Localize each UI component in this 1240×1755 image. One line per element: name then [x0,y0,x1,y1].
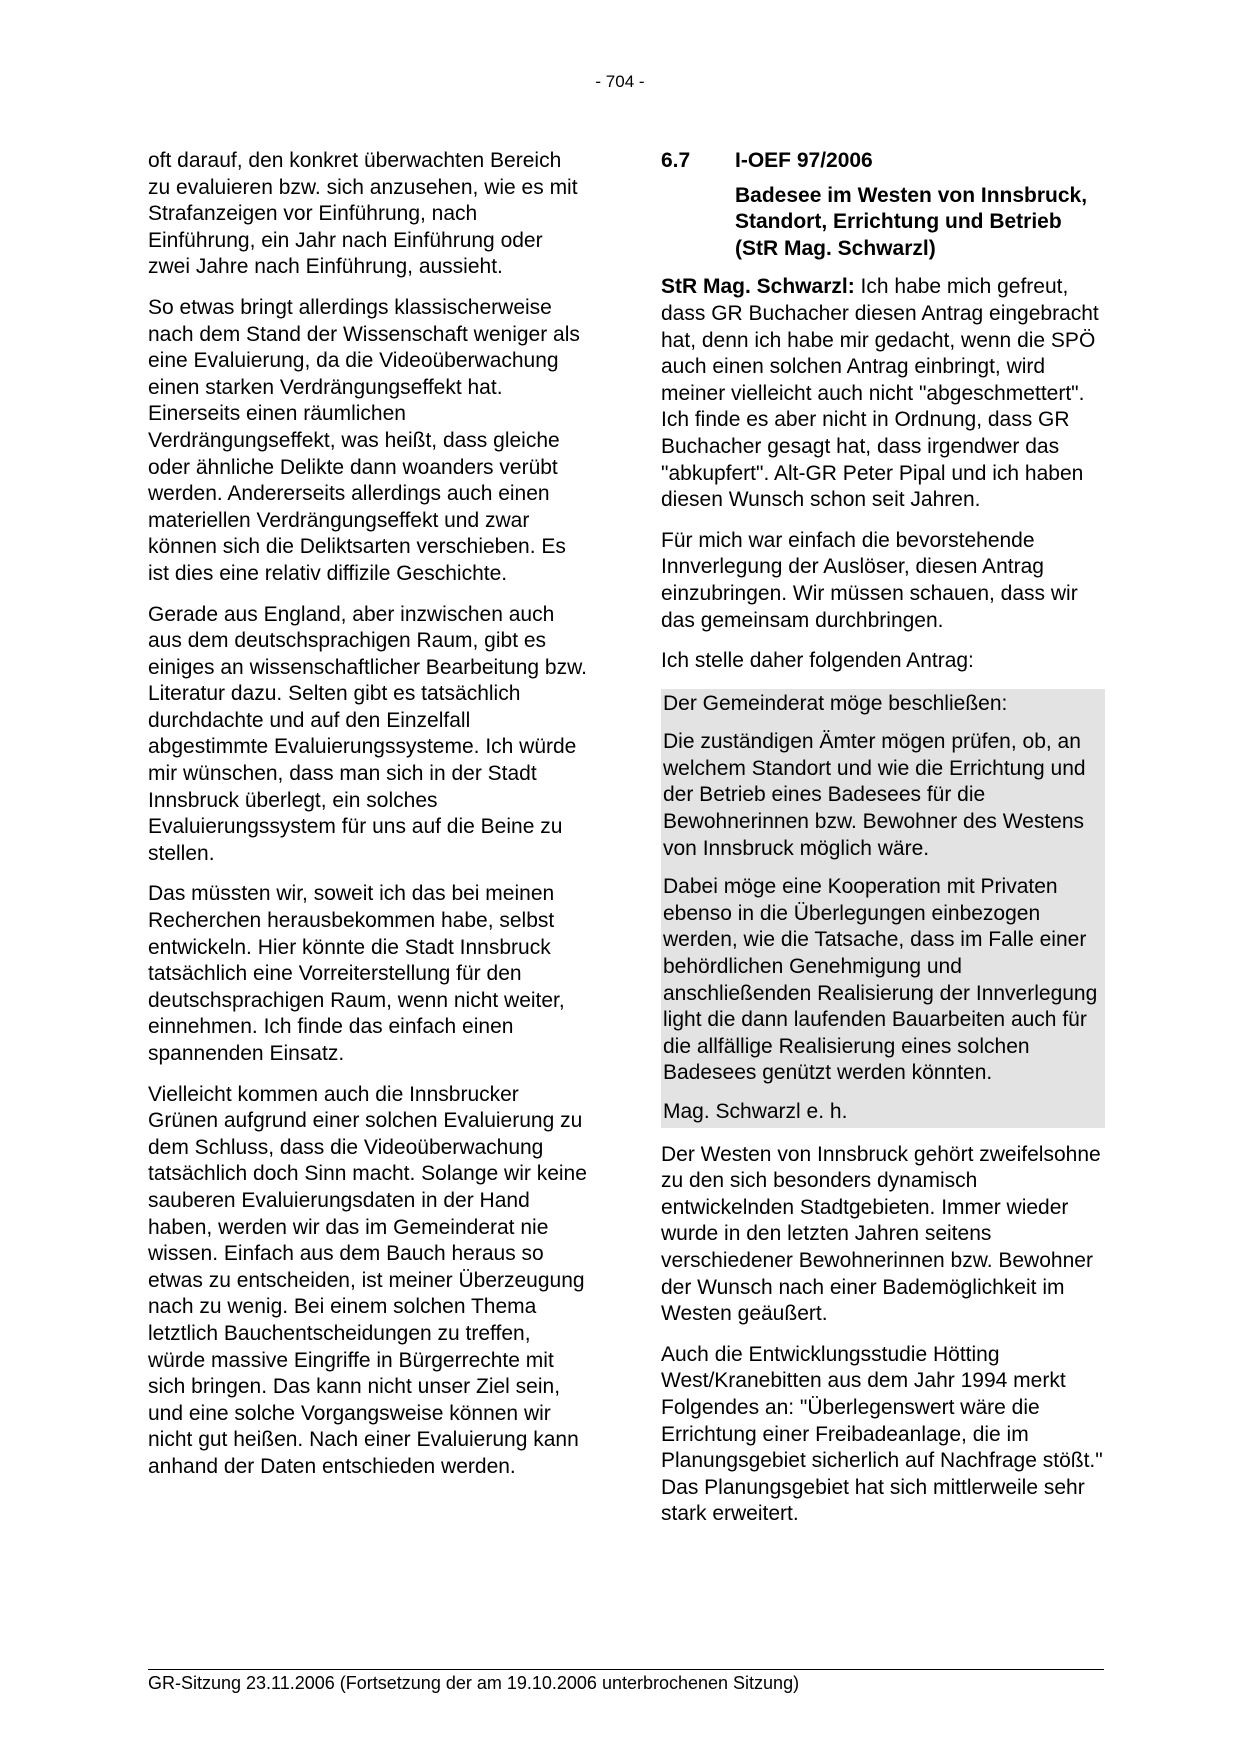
paragraph: Auch die Entwicklungsstudie Hötting West/Kranebitten aus dem Jahr 1994 merkt Folgendes an: "Überlegenswert wäre die Errichtung einer Freibadeanlage, die im Planungsgebiet sicherlich auf Nachfrage stößt." Das Planungsgebiet hat sich mittlerweile sehr stark erweitert. [661,1342,1103,1526]
left-column [148,148,588,1495]
paragraph: Gerade aus England, aber inzwischen auch aus dem deutschsprachigen Raum, gibt es einiges an wissenschaftlicher Bearbeitung bzw. Literatur dazu. Selten gibt es tatsächlich durchdachte und auf den Einzelfall abgestimmte Evaluierungssysteme. Ich würde mir wünschen, dass man sich in der Stadt Innsbruck überlegt, ein solches Evaluierungssystem für uns auf die Beine zu stellen. [148,602,587,865]
paragraph: Ich stelle daher folgenden Antrag: [661,649,974,673]
speech-text: Ich habe mich gefreut, dass GR Buchacher diesen Antrag eingebracht hat, denn ich habe mir gedacht, wenn die SPÖ auch einen solchen Antrag einbringt, wird meiner vielleicht auch nicht "abgeschmettert". Ich finde es aber nicht in Ordnung, dass GR Buchacher gesagt hat, dass irgendwer das "abkupfert". Alt-GR Peter Pipal und ich haben diesen Wunsch schon seit Jahren. [661,275,1099,512]
motion-line: Dabei möge eine Kooperation mit Privaten ebenso in die Überlegungen einbezogen werden, wie die Tatsache, dass im Falle einer behördlichen Genehmigung und anschließenden Realisierung der Innverlegung light die dann laufenden Bauarbeiten auch für die allfällige Realisierung eines solchen Badesees genützt werden könnten. [663,875,1098,1085]
right-column [661,148,1105,1542]
paragraph: So etwas bringt allerdings klassischerweise nach dem Stand der Wissenschaft weniger als eine Evaluierung, da die Videoüberwachung einen starken Verdrängungseffekt hat. Einerseits einen räumlichen Verdrängungseffekt, was heißt, dass gleiche oder ähnliche Delikte dann woanders verübt werden. Andererseits allerdings auch einen materiellen Verdrängungseffekt und zwar können sich die Deliktsarten verschieben. Es ist dies eine relativ diffizile Geschichte. [148,295,580,585]
footer-text: GR-Sitzung 23.11.2006 (Fortsetzung der am 19.10.2006 unterbrochenen Sitzung) [148,1673,800,1693]
page-number: - 704 - [595,72,645,91]
motion-line: Der Gemeinderat möge beschließen: [663,691,1008,715]
section-title: Badesee im Westen von Innsbruck, Standort, Errichtung und Betrieb (StR Mag. Schwarzl) [735,183,1088,260]
section-heading [661,148,1105,175]
speech-paragraph [661,274,1105,513]
motion-box [661,689,1105,1128]
paragraph: Das müssten wir, soweit ich das bei meinen Recherchen herausbekommen habe, selbst entwickeln. Hier könnte die Stadt Innsbruck tatsächlich eine Vorreiterstellung für den deutschsprachigen Raum, wenn nicht weiter, einnehmen. Ich finde das einfach einen spannenden Einsatz. [148,882,565,1065]
footer-divider [148,1669,1104,1670]
motion-signature: Mag. Schwarzl e. h. [663,1100,848,1123]
section-code: I-OEF 97/2006 [735,149,873,172]
paragraph: oft darauf, den konkret überwachten Bereich zu evaluieren bzw. sich anzusehen, wie es mit Strafanzeigen vor Einführung, nach Einführung, ein Jahr nach Einführung oder zwei Jahre nach Einführung, aussieht. [148,149,578,279]
paragraph: Der Westen von Innsbruck gehört zweifelsohne zu den sich besonders dynamisch entwickelnden Stadtgebieten. Immer wieder wurde in den letzten Jahren seitens verschiedener Bewohnerinnen bzw. Bewohner der Wunsch nach einer Bademöglichkeit im Westen geäußert. [661,1142,1101,1326]
paragraph: Vielleicht kommen auch die Innsbrucker Grünen aufgrund einer solchen Evaluierung zu dem Schluss, dass die Videoüberwachung tatsächlich doch Sinn macht. Solange wir keine sauberen Evaluierungsdaten in der Hand haben, werden wir das im Gemeinderat nie wissen. Einfach aus dem Bauch heraus so etwas zu entscheiden, ist meiner Überzeugung nach zu wenig. Bei einem solchen Thema letztlich Bauchentscheidungen zu treffen, würde massive Eingriffe in Bürgerrechte mit sich bringen. Das kann nicht unser Ziel sein, und eine solche Vorgangsweise können wir nicht gut heißen. Nach einer Evaluierung kann anhand der Daten entschieden werden. [148,1082,587,1478]
motion-line: Die zuständigen Ämter mögen prüfen, ob, an welchem Standort und wie die Errichtung und der Betrieb eines Badesees für die Bewohnerinnen bzw. Bewohner des Westens von Innsbruck möglich wäre. [663,730,1086,860]
speaker-name: StR Mag. Schwarzl: [661,275,855,299]
section-number: 6.7 [661,149,691,172]
paragraph: Für mich war einfach die bevorstehende Innverlegung der Auslöser, diesen Antrag einzubringen. Wir müssen schauen, dass wir das gemeinsam durchbringen. [661,528,1078,632]
